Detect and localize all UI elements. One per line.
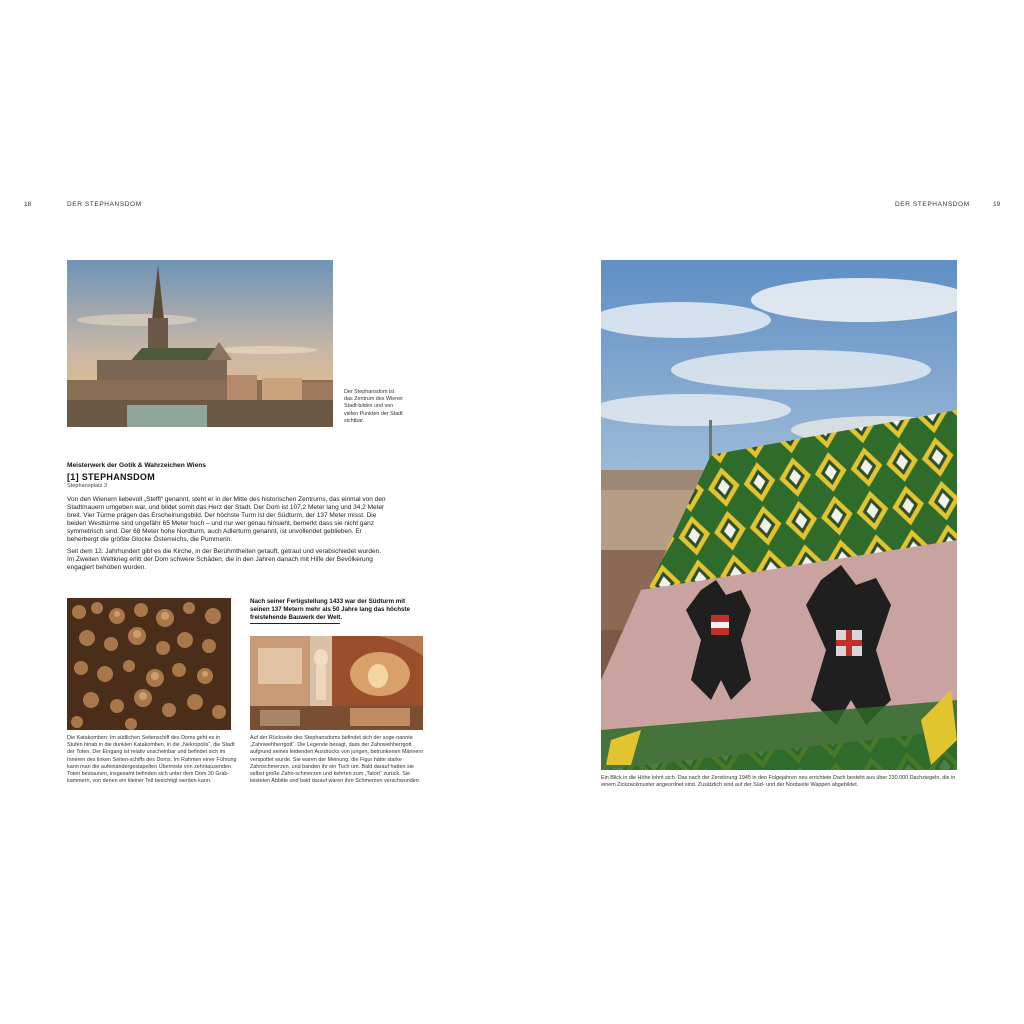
zahnwehherrgott-photo bbox=[250, 636, 423, 730]
cathedral-photo bbox=[67, 260, 333, 427]
pull-quote-rule bbox=[250, 623, 340, 624]
running-head-right: DER STEPHANSDOM bbox=[895, 201, 970, 208]
catacombs-caption: Die Katakomben: Im südlichen Seitenschiff des Doms geht es in Stufen hinab in die dunklen Katakomben, in die „Nekropolis“, die Stadt der Toten. Der Eingang ist relativ unscheinbar und befindet sich im Inneren des linken Seiten-schiffs des Doms. Im Rahmen einer Führung kann man die aufeinandergestapelten Überreste von zehntausenden Toten bestaunen, insgesamt befinden sich unter dem Dom 30 Grab-kammern, von denen ein kleiner Teil besichtigt werden kann. bbox=[67, 735, 237, 785]
roof-photo bbox=[601, 260, 957, 770]
roof-photo-caption: Ein Blick in die Höhe lohnt sich. Das nach der Zerstörung 1945 in den Folgejahren neu errichtete Dach besteht aus über 230.000 Dachziegeln, die in einem Zickzackmuster angeordnet sind. Zusätzlich sind auf der Süd- und der Nordseite Wappen abgebildet. bbox=[601, 775, 956, 789]
section-title: [1] STEPHANSDOM bbox=[67, 472, 156, 482]
catacombs-photo bbox=[67, 598, 231, 730]
section-kicker: Meisterwerk der Gotik & Wahrzeichen Wiens bbox=[67, 462, 206, 469]
cathedral-photo-caption: Der Stephansdom ist das Zentrum des Wiener Stadt-bildes und von vielen Punkten der Stadt sichtbar. bbox=[344, 389, 404, 424]
page-number-left: 18 bbox=[24, 201, 32, 208]
paragraph-2: Seit dem 12. Jahrhundert gibt es die Kirche, in der Berühmtheiten getauft, getraut und verabschiedet wurden. Im Zweiten Weltkrieg erlitt der Dom schwere Schäden, die in den Jahren danach mit Hilfe der Bevölkerung engagiert behoben wurden. bbox=[67, 548, 381, 572]
running-head-left: DER STEPHANSDOM bbox=[67, 201, 142, 208]
pull-quote: Nach seiner Fertigstellung 1433 war der Südturm mit seinen 137 Metern mehr als 50 Jahre lang das höchste freistehende Bauwerk der Welt. bbox=[250, 598, 410, 621]
address: Stephansplatz 3 bbox=[67, 483, 108, 489]
page-number-right: 19 bbox=[993, 201, 1001, 208]
paragraph-1: Von den Wienern liebevoll „Steffl“ genannt, steht er in der Mitte des historischen Zentrums, das einmal von den Stadtmauern umgeben war, und bildet somit das Herz der Stadt. Der Dom ist 107,2 Meter lang und 34,2 Meter breit. Vier Türme prägen das Erscheinungsbild. Der höchste Turm ist der Südturm, der 137 Meter misst. Die beiden Westtürme sind ungefähr 65 Meter hoch – und nur wer genau hinsieht, bemerkt dass sie nicht ganz symmetrisch sind. Der 68 Meter hohe Nordturm, auch Adlerturm genannt, ist unvollendet geblieben. Er beherbergt die größte Glocke Österreichs, die Pummerin. bbox=[67, 496, 386, 544]
zahnwehherrgott-caption: Auf der Rückseite des Stephansdoms befindet sich der soge-nannte „Zahnwehherrgott“. Die Legende besagt, dass der Zahnwehherrgott aufgrund seines leidenden Ausdrucks von jungen, betrunkenen Männern verspottet wurde. Sie waren der Meinung, die Figur hätte starke Zahnschmerzen, und banden ihr ein Tuch um. Bald darauf hatten sie selbst große Zahn-schmerzen und kehrten zum „Tatort“ zurück. Sie leisteten Abbitte und bald darauf waren ihre Schmerzen verschwunden. bbox=[250, 735, 424, 785]
